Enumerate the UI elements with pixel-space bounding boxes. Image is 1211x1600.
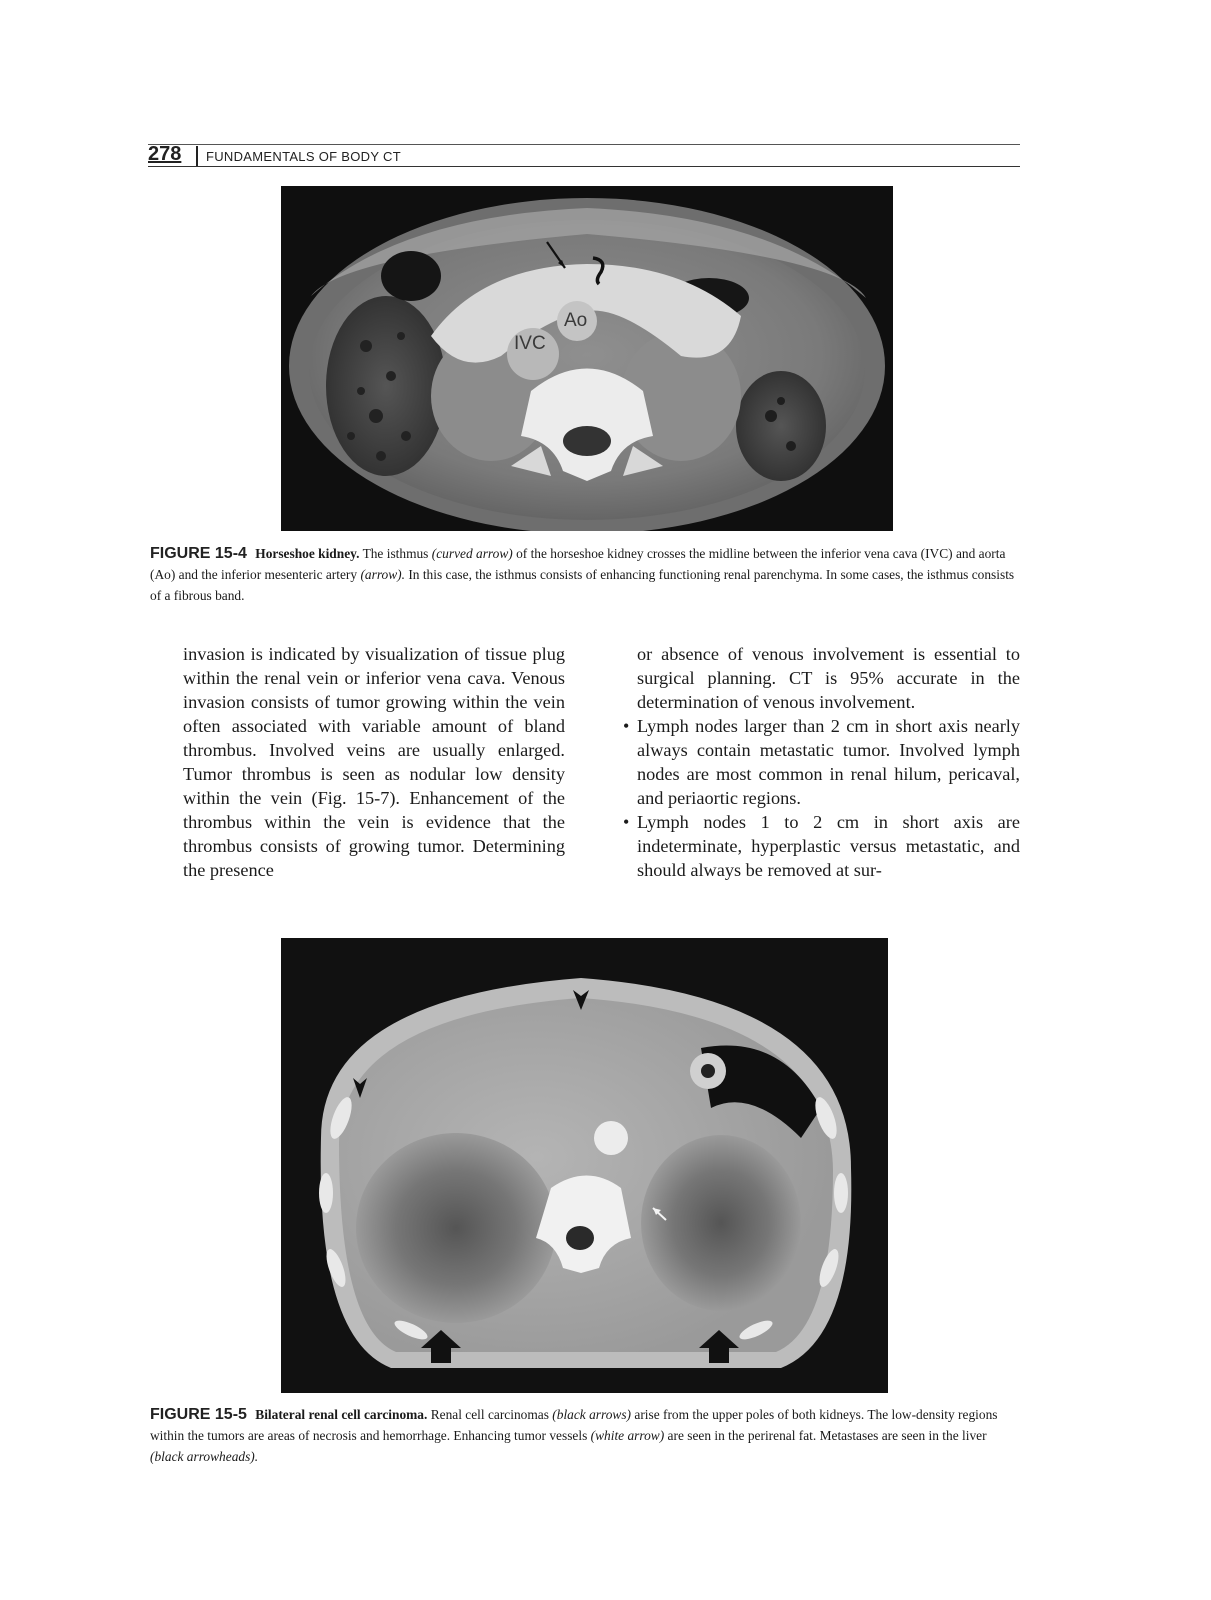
running-head [148, 140, 1020, 168]
caption-text: of the horseshoe kidney crosses the midline between the inferior vena cava (IVC) and aorta (Ao) and the inferior mesenteric artery [150, 546, 1006, 582]
caption-text: arise from the upper poles of both kidneys. The low-density regions within the tumors are areas of necrosis and hemorrhage. Enhancing tumor vessels [150, 1407, 998, 1443]
caption-emphasis: (white arrow) [590, 1428, 665, 1443]
figure-title: Bilateral renal cell carcinoma. [255, 1407, 428, 1422]
caption-emphasis: (arrow). [360, 567, 405, 582]
caption-emphasis: (black arrowheads). [150, 1449, 259, 1464]
header-separator [196, 146, 198, 166]
figure-15-4-ct-image [281, 186, 893, 531]
figure-15-5-ct-image [281, 938, 888, 1393]
list-item-text: Lymph nodes 1 to 2 cm in short axis are indeterminate, hyperplastic versus metastatic, and should always be removed at sur- [637, 812, 1020, 880]
ct-scan-horseshoe-kidney [281, 186, 893, 531]
label-ao: Ao [564, 310, 588, 331]
caption-text: are seen in the perirenal fat. Metastases are seen in the liver [667, 1428, 987, 1443]
body-paragraph: invasion is indicated by visualization of tissue plug within the renal vein or inferior vena cava. Venous invasion consists of tumor growing within the vein often associated with variable amount of bland thrombus. Involved veins are usually enlarged. Tumor thrombus is seen as nodular low density within the vein (Fig. 15-7). Enhancement of the thrombus within the vein is evidence that the thrombus consists of growing tumor. Determining the presence [183, 644, 565, 880]
header-rule-top [148, 144, 1020, 145]
caption-emphasis: (black arrows) [552, 1407, 632, 1422]
bullet-icon: • [623, 716, 630, 736]
bullet-list [623, 714, 1020, 882]
list-item-text: Lymph nodes larger than 2 cm in short axis nearly always contain metastatic tumor. Involved lymph nodes are most common in renal hilum, pericaval, and periaortic regions. [637, 716, 1020, 808]
figure-label: FIGURE 15-4 [150, 545, 247, 562]
caption-emphasis: (curved arrow) [431, 546, 513, 561]
label-ivc: IVC [514, 333, 546, 354]
figure-title: Horseshoe kidney. [255, 546, 360, 561]
figure-label: FIGURE 15-5 [150, 1406, 247, 1423]
list-item [623, 714, 1020, 810]
figure-15-5-caption [150, 1404, 1020, 1467]
body-column-left [183, 642, 565, 882]
list-item [623, 810, 1020, 882]
caption-text: Renal cell carcinomas [430, 1407, 549, 1422]
caption-text: In this case, the isthmus consists of enhancing functioning renal parenchyma. In some cases, the isthmus consists of a fibrous band. [150, 567, 1015, 603]
caption-text: The isthmus [362, 546, 429, 561]
figure-15-4-caption [150, 543, 1020, 606]
ct-scan-bilateral-rcc [281, 938, 888, 1393]
page-number: 278 [148, 143, 182, 165]
bullet-icon: • [623, 812, 630, 832]
body-paragraph: or absence of venous involvement is essential to surgical planning. CT is 95% accurate in the determination of venous involvement. [637, 644, 1020, 712]
body-column-right [623, 642, 1020, 882]
book-title: FUNDAMENTALS OF BODY CT [206, 149, 401, 164]
header-rule-bottom [148, 166, 1020, 167]
